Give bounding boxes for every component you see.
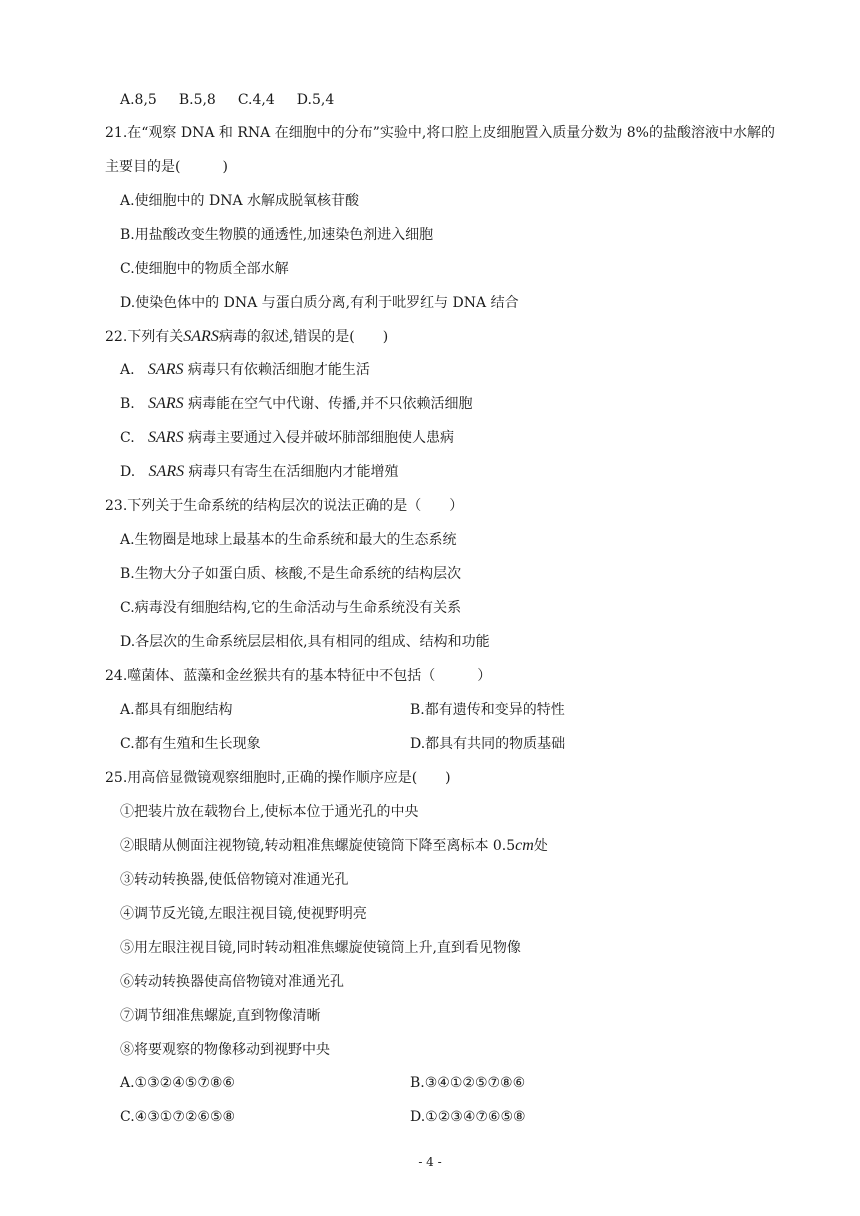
q22-option-d-term: SARS [148,463,185,480]
q24-option-c: C.都有生殖和生长现象 [120,736,261,752]
prev-option-a: A.8,5 [120,92,157,108]
q22-option-b [120,394,473,414]
q25-step-2 [120,836,548,856]
q22-option-b-letter: B. [120,396,135,412]
q21-option-c: C.使细胞中的物质全部水解 [120,261,289,277]
q22-term: SARS [183,328,219,345]
q25-option-a: A.①③②④⑤⑦⑧⑥ [120,1075,235,1091]
q25-step-5: ⑤用左眼注视目镜,同时转动粗准焦螺旋使镜筒上升,直到看见物像 [120,940,521,956]
q23-stem: 23.下列关于生命系统的结构层次的说法正确的是（ ） [105,498,464,514]
q25-step-4: ④调节反光镜,左眼注视目镜,使视野明亮 [120,906,367,922]
q24-stem: 24.噬菌体、蓝藻和金丝猴共有的基本特征中不包括（ ） [105,668,492,684]
q25-option-b: B.③④①②⑤⑦⑧⑥ [410,1075,526,1091]
q21-stem-line2: 主要目的是( ) [105,159,228,175]
q21-stem-line1: 21.在“观察 DNA 和 RNA 在细胞中的分布”实验中,将口腔上皮细胞置入质量分数为 8%的盐酸溶液中水解的 [105,125,775,141]
q22-stem [105,327,388,347]
q22-option-b-text: 病毒能在空气中代谢、传播,并不只依赖活细胞 [188,396,473,412]
q22-option-c-term: SARS [148,429,184,446]
q23-option-b: B.生物大分子如蛋白质、核酸,不是生命系统的结构层次 [120,566,462,582]
prev-option-d: D.5,4 [296,92,335,108]
q23-option-d: D.各层次的生命系统层层相依,具有相同的组成、结构和功能 [120,634,490,650]
q25-step-8: ⑧将要观察的物像移动到视野中央 [120,1042,330,1058]
q22-option-d-letter: D. [120,464,136,480]
q25-step-2-tail: 处 [533,838,548,854]
q22-option-c-letter: C. [120,430,135,446]
q25-step-2-text: ②眼睛从侧面注视物镜,转动粗准焦螺旋使镜筒下降至离标本 0.5 [120,838,516,854]
q25-step-7: ⑦调节细准焦螺旋,直到物像清晰 [120,1008,321,1024]
q23-option-c: C.病毒没有细胞结构,它的生命活动与生命系统没有关系 [120,600,462,616]
prev-option-c: C.4,4 [237,92,275,108]
q25-option-d: D.①②③④⑦⑥⑤⑧ [410,1109,526,1125]
q22-option-a-text: 病毒只有依赖活细胞才能生活 [187,362,370,378]
q22-stem-suffix: 病毒的叙述,错误的是( ) [218,329,389,345]
prev-question-options [120,90,356,110]
q24-option-a: A.都具有细胞结构 [120,702,233,718]
q22-option-c [120,428,454,448]
q22-option-d-text: 病毒只有寄生在活细胞内才能增殖 [188,464,399,480]
q22-option-a-letter: A. [120,362,135,378]
q22-option-c-text: 病毒主要通过入侵并破坏肺部细胞使人患病 [188,430,455,446]
q22-option-a [120,360,370,380]
q25-step-3: ③转动转换器,使低倍物镜对准通光孔 [120,872,349,888]
q24-option-d: D.都具有共同的物质基础 [410,736,566,752]
prev-option-b: B.5,8 [178,92,216,108]
q23-option-a: A.生物圈是地球上最基本的生命系统和最大的生态系统 [120,532,457,548]
q22-option-d [120,462,399,482]
q21-option-a: A.使细胞中的 DNA 水解成脱氧核苷酸 [120,193,360,209]
q21-option-b: B.用盐酸改变生物膜的通透性,加速染色剂进入细胞 [120,227,434,243]
q25-option-c: C.④③①⑦②⑥⑤⑧ [120,1109,236,1125]
q22-option-b-term: SARS [148,395,184,412]
page-number: - 4 - [418,1155,442,1169]
q25-step-6: ⑥转动转换器使高倍物镜对准通光孔 [120,974,344,990]
q25-step-1: ①把装片放在载物台上,使标本位于通光孔的中央 [120,804,419,820]
q25-step-2-unit: cm [515,837,534,854]
q22-option-a-term: SARS [147,361,184,378]
q25-stem: 25.用高倍显微镜观察细胞时,正确的操作顺序应是( ) [105,770,451,786]
q24-option-b: B.都有遗传和变异的特性 [410,702,565,718]
q22-stem-prefix: 22.下列有关 [105,329,184,345]
q21-option-d: D.使染色体中的 DNA 与蛋白质分离,有利于吡罗红与 DNA 结合 [120,295,519,311]
